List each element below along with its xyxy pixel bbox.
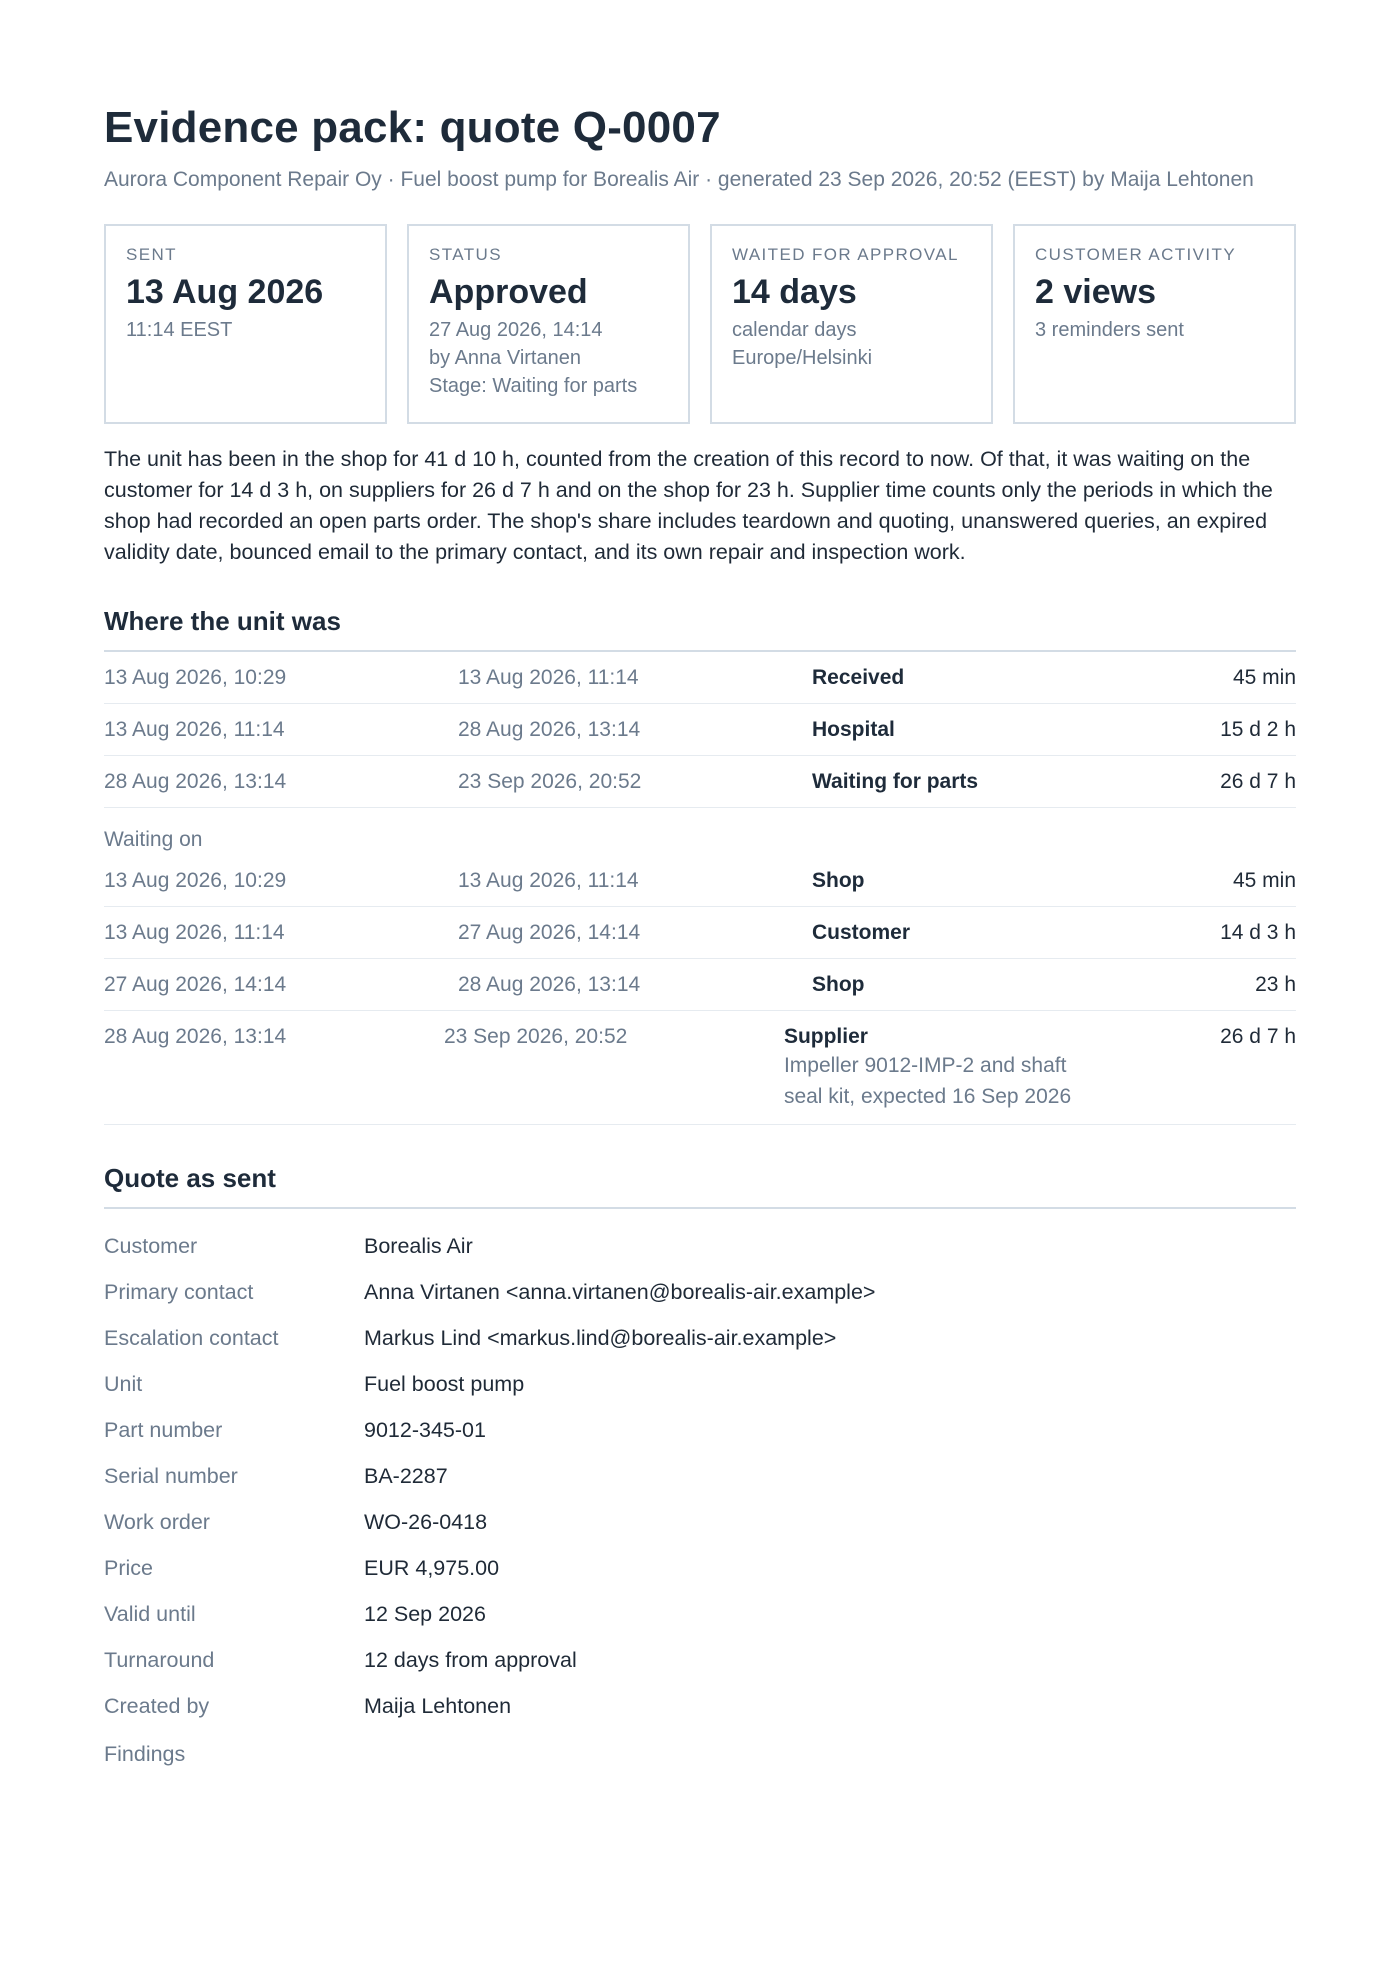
findings-label: Findings	[104, 1742, 186, 1766]
page-title: Evidence pack: quote Q-0007	[104, 103, 721, 152]
field-value: EUR 4,975.00	[364, 1556, 500, 1580]
card-details	[429, 316, 668, 400]
row-from: 13 Aug 2026, 11:14	[104, 921, 285, 944]
field-value: Fuel boost pump	[364, 1372, 525, 1396]
section-title: Quote as sent	[104, 1163, 276, 1193]
field-label: Price	[104, 1556, 153, 1580]
row-from: 13 Aug 2026, 10:29	[104, 666, 287, 689]
field-label: Serial number	[104, 1464, 238, 1488]
row-what	[812, 716, 1096, 743]
field-row	[104, 1637, 1296, 1683]
row-to: 13 Aug 2026, 11:14	[458, 666, 639, 689]
row-label: Received	[812, 666, 905, 689]
row-what	[812, 919, 1096, 946]
row-label: Hospital	[812, 718, 895, 741]
quote-fields	[104, 1223, 1296, 1777]
field-value: Borealis Air	[364, 1234, 473, 1258]
row-from: 28 Aug 2026, 13:14	[104, 770, 287, 793]
row-what	[784, 1023, 1104, 1112]
card-detail-line: 11:14 EEST	[126, 319, 233, 341]
card-status	[407, 224, 690, 424]
card-detail-line: Europe/Helsinki	[732, 347, 873, 369]
card-value: 13 Aug 2026	[126, 273, 324, 311]
where-section-header	[104, 604, 1296, 652]
card-value: Approved	[429, 273, 588, 311]
card-label: STATUS	[429, 245, 502, 264]
field-label: Unit	[104, 1372, 143, 1396]
field-row	[104, 1223, 1296, 1269]
field-value: BA-2287	[364, 1464, 448, 1488]
field-row	[104, 1269, 1296, 1315]
field-row	[104, 1453, 1296, 1499]
row-to: 13 Aug 2026, 11:14	[458, 869, 639, 892]
card-label: CUSTOMER ACTIVITY	[1035, 245, 1237, 264]
table-row	[104, 1011, 1296, 1125]
summary-cards	[104, 224, 1296, 424]
row-duration: 45 min	[1232, 869, 1296, 892]
card-value: 2 views	[1035, 273, 1156, 311]
card-detail-line: Stage: Waiting for parts	[429, 375, 638, 397]
field-row	[104, 1315, 1296, 1361]
table-row	[104, 855, 1296, 907]
row-duration: 15 d 2 h	[1220, 718, 1296, 741]
row-to: 28 Aug 2026, 13:14	[458, 973, 641, 996]
table-row	[104, 756, 1296, 808]
card-detail-line: by Anna Virtanen	[429, 347, 581, 369]
field-label: Turnaround	[104, 1648, 215, 1672]
row-from: 13 Aug 2026, 11:14	[104, 718, 285, 741]
card-customer-activity	[1013, 224, 1296, 424]
stages-table	[104, 652, 1296, 808]
field-label: Escalation contact	[104, 1326, 279, 1350]
row-to: 28 Aug 2026, 13:14	[458, 718, 641, 741]
row-duration: 26 d 7 h	[1220, 770, 1296, 793]
field-label: Created by	[104, 1694, 210, 1718]
field-value: Maija Lehtonen	[364, 1694, 512, 1718]
row-duration: 26 d 7 h	[1220, 1025, 1297, 1048]
table-row	[104, 652, 1296, 704]
findings-row	[104, 1731, 1296, 1777]
row-from: 27 Aug 2026, 14:14	[104, 973, 287, 996]
field-value: 12 days from approval	[364, 1648, 577, 1672]
card-sent	[104, 224, 387, 424]
card-label: WAITED FOR APPROVAL	[732, 245, 959, 264]
row-to: 23 Sep 2026, 20:52	[443, 1025, 628, 1048]
row-label: Shop	[812, 973, 865, 996]
field-row	[104, 1683, 1296, 1729]
row-label: Supplier	[783, 1025, 868, 1048]
field-row	[104, 1361, 1296, 1407]
card-value: 14 days	[732, 273, 857, 311]
field-row	[104, 1591, 1296, 1637]
row-label: Shop	[812, 869, 865, 892]
quote-section-header	[104, 1161, 1296, 1209]
field-value: 12 Sep 2026	[364, 1602, 486, 1626]
card-detail-line: calendar days	[732, 319, 857, 341]
row-label: Waiting for parts	[812, 770, 979, 793]
field-value: WO-26-0418	[364, 1510, 488, 1534]
field-label: Part number	[104, 1418, 223, 1442]
field-row	[104, 1407, 1296, 1453]
row-note: Impeller 9012-IMP-2 and shaft seal kit, expected 16 Sep 2026	[783, 1054, 1072, 1108]
waiting-on-heading: Waiting on	[104, 828, 203, 851]
card-waited-for-approval	[710, 224, 993, 424]
page-subtitle: Aurora Component Repair Oy · Fuel boost pump for Borealis Air · generated 23 Sep 2026, 20:52 (EEST) by Maija Lehtonen	[104, 168, 1254, 191]
row-what	[812, 664, 1096, 691]
row-label: Customer	[812, 921, 911, 944]
field-label: Valid until	[104, 1602, 196, 1626]
field-value: 9012-345-01	[364, 1418, 486, 1442]
row-duration: 23 h	[1255, 973, 1296, 996]
card-detail-line: 27 Aug 2026, 14:14	[429, 319, 603, 341]
field-value: Anna Virtanen <anna.virtanen@borealis-air.example>	[364, 1280, 876, 1304]
section-title: Where the unit was	[104, 606, 341, 636]
table-row	[104, 959, 1296, 1011]
table-row	[104, 907, 1296, 959]
card-details	[126, 316, 365, 344]
card-detail-line: 3 reminders sent	[1035, 319, 1184, 341]
field-row	[104, 1499, 1296, 1545]
row-what	[812, 867, 1096, 894]
card-details	[1035, 316, 1274, 344]
field-label: Primary contact	[104, 1280, 254, 1304]
field-value: Markus Lind <markus.lind@borealis-air.example>	[364, 1326, 837, 1350]
row-what	[812, 768, 1096, 795]
summary-paragraph: The unit has been in the shop for 41 d 10 h, counted from the creation of this record to now. Of that, it was waiting on the customer for 14 d 3 h, on suppliers for 26 d 7 h and on the shop for 23 h. Supplier time counts only the periods in which the shop had recorded an open parts order. The shop's share includes teardown and quoting, unanswered queries, an expired validity date, bounced email to the primary contact, and its own repair and inspection work.	[104, 447, 1273, 564]
waiting-table	[104, 855, 1296, 1125]
row-from: 13 Aug 2026, 10:29	[104, 869, 287, 892]
card-label: SENT	[126, 245, 177, 264]
row-from: 28 Aug 2026, 13:14	[104, 1025, 287, 1048]
field-label: Customer	[104, 1234, 198, 1258]
field-row	[104, 1545, 1296, 1591]
row-to: 27 Aug 2026, 14:14	[458, 921, 641, 944]
table-row	[104, 704, 1296, 756]
row-duration: 14 d 3 h	[1220, 921, 1296, 944]
row-what	[812, 971, 1096, 998]
field-label: Work order	[104, 1510, 210, 1534]
row-duration: 45 min	[1232, 666, 1296, 689]
card-details	[732, 316, 971, 372]
row-to: 23 Sep 2026, 20:52	[458, 770, 642, 793]
